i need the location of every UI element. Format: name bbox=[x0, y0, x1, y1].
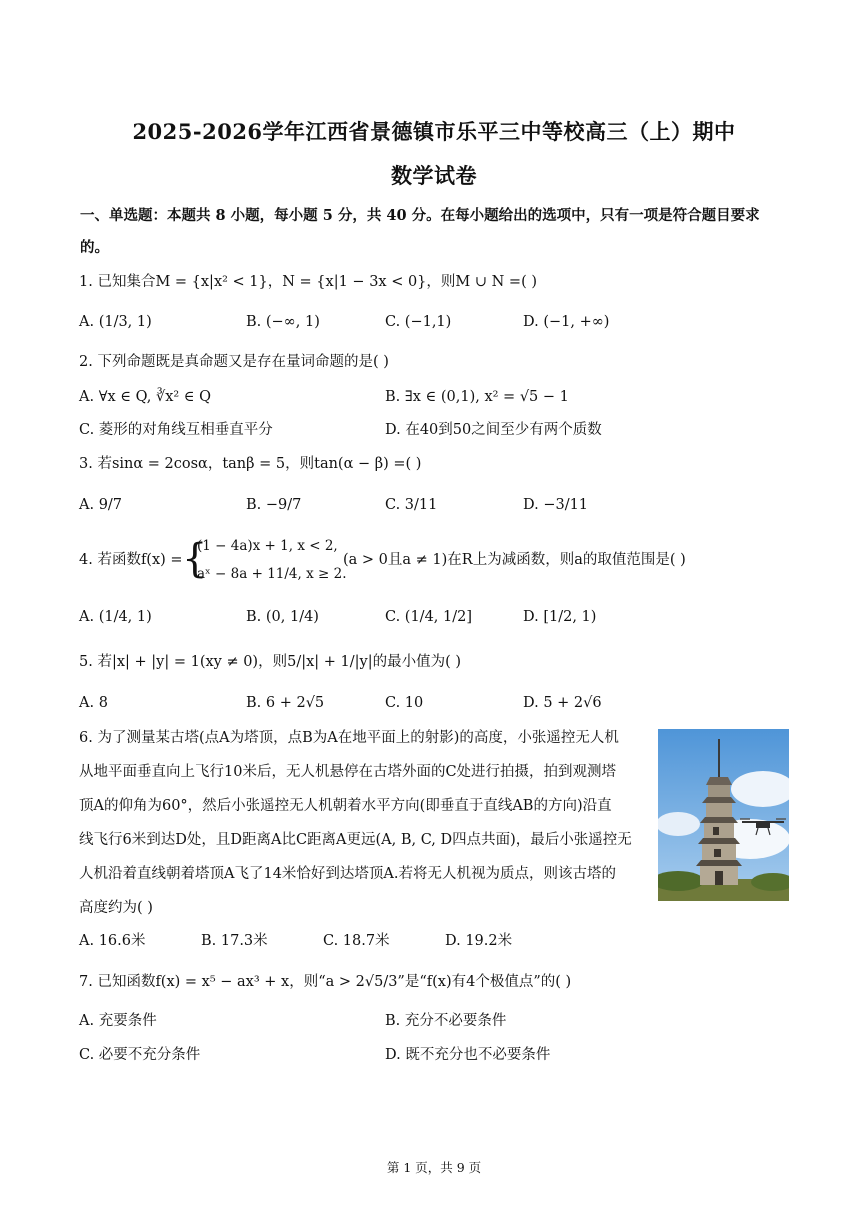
section-heading-line1: 一、单选题：本题共 8 小题，每小题 5 分，共 40 分。在每小题给出的选项中，只有一项是符合题目要求 bbox=[80, 207, 760, 224]
question-7-option-b: B. 充分不必要条件 bbox=[385, 1013, 507, 1029]
question-7-option-a: A. 充要条件 bbox=[79, 1013, 157, 1029]
question-5-option-c: C. 10 bbox=[385, 695, 424, 711]
question-1-option-d: D. (−1, +∞) bbox=[523, 314, 610, 330]
question-3-option-d: D. −3/11 bbox=[523, 497, 589, 513]
question-4-stem-prefix: 4. 若函数f(x) = bbox=[79, 552, 183, 568]
question-4-stem-suffix: (a > 0且a ≠ 1)在R上为减函数，则a的取值范围是( ) bbox=[343, 552, 686, 568]
question-5-option-d: D. 5 + 2√6 bbox=[523, 695, 602, 711]
question-5-option-a: A. 8 bbox=[79, 695, 108, 711]
page-footer: 第 1 页，共 9 页 bbox=[386, 1160, 482, 1175]
question-6-line-2: 从地平面垂直向上飞行10米后，无人机悬停在古塔外面的C处进行拍摄，拍到观测塔 bbox=[79, 764, 617, 780]
exam-title-line2: 数学试卷 bbox=[391, 163, 477, 188]
question-6-option-c: C. 18.7米 bbox=[323, 933, 390, 949]
question-2-option-c: C. 菱形的对角线互相垂直平分 bbox=[79, 422, 273, 438]
question-7-option-c: C. 必要不充分条件 bbox=[79, 1047, 201, 1063]
question-1-option-b: B. (−∞, 1) bbox=[246, 314, 320, 330]
question-6-line-5: 人机沿着直线朝着塔顶A飞了14米恰好到达塔顶A.若将无人机视为质点，则该古塔的 bbox=[79, 866, 616, 882]
question-4-piece-1: (1 − 4a)x + 1, x < 2, bbox=[197, 538, 338, 554]
question-6-option-d: D. 19.2米 bbox=[445, 933, 513, 949]
question-6-line-6: 高度约为( ) bbox=[79, 900, 153, 916]
question-1-option-a: A. (1/3, 1) bbox=[79, 314, 152, 330]
question-1-option-c: C. (−1,1) bbox=[385, 314, 452, 330]
question-6-line-3: 顶A的仰角为60°，然后小张遥控无人机朝着水平方向(即垂直于直线AB的方向)沿直 bbox=[79, 798, 612, 814]
question-7-stem: 7. 已知函数f(x) = x⁵ − ax³ + x，则“a > 2√5/3”是“f(x)有4个极值点”的( ) bbox=[79, 974, 572, 990]
question-6-option-a: A. 16.6米 bbox=[79, 933, 146, 949]
question-6-stem bbox=[79, 721, 644, 925]
exam-title-line1: 2025-2026学年江西省景德镇市乐平三中等校高三（上）期中 bbox=[132, 119, 736, 144]
question-2-option-b: B. ∃x ∈ (0,1), x² = √5 − 1 bbox=[385, 389, 569, 405]
piecewise-brace: { bbox=[182, 536, 208, 582]
question-3-stem: 3. 若sinα = 2cosα，tanβ = 5，则tan(α − β) =( ) bbox=[79, 456, 422, 472]
question-1-stem: 1. 已知集合M = {x|x² < 1}，N = {x|1 − 3x < 0}，则M ∪ N =( ) bbox=[79, 274, 537, 290]
pagoda-drone-photo bbox=[658, 729, 789, 901]
section-heading bbox=[80, 200, 792, 264]
question-4-option-d: D. [1/2, 1) bbox=[523, 609, 597, 625]
question-4-piece-2: aˣ − 8a + 11/4, x ≥ 2. bbox=[197, 566, 347, 582]
question-6-option-b: B. 17.3米 bbox=[201, 933, 268, 949]
question-4-option-b: B. (0, 1/4) bbox=[246, 609, 319, 625]
question-5-stem: 5. 若|x| + |y| = 1(xy ≠ 0)，则5/|x| + 1/|y|的最小值为( ) bbox=[79, 654, 462, 670]
question-2-stem: 2. 下列命题既是真命题又是存在量词命题的是( ) bbox=[79, 354, 389, 370]
question-5-option-b: B. 6 + 2√5 bbox=[246, 695, 325, 711]
question-2-option-a: A. ∀x ∈ Q, ∛x² ∈ Q bbox=[79, 389, 212, 405]
question-2-option-d: D. 在40到50之间至少有两个质数 bbox=[385, 422, 602, 438]
question-6-line-1: 6. 为了测量某古塔(点A为塔顶，点B为A在地平面上的射影)的高度，小张遥控无人机 bbox=[79, 730, 619, 746]
question-3-option-c: C. 3/11 bbox=[385, 497, 438, 513]
question-7-option-d: D. 既不充分也不必要条件 bbox=[385, 1047, 551, 1063]
section-heading-line2: 的。 bbox=[80, 239, 109, 256]
question-3-option-b: B. −9/7 bbox=[246, 497, 302, 513]
question-3-option-a: A. 9/7 bbox=[79, 497, 123, 513]
question-4-option-a: A. (1/4, 1) bbox=[79, 609, 152, 625]
question-6-line-4: 线飞行6米到达D处，且D距离A比C距离A更远(A, B, C, D四点共面)，最后小张遥控无 bbox=[79, 832, 632, 848]
question-4-option-c: C. (1/4, 1/2] bbox=[385, 609, 472, 625]
